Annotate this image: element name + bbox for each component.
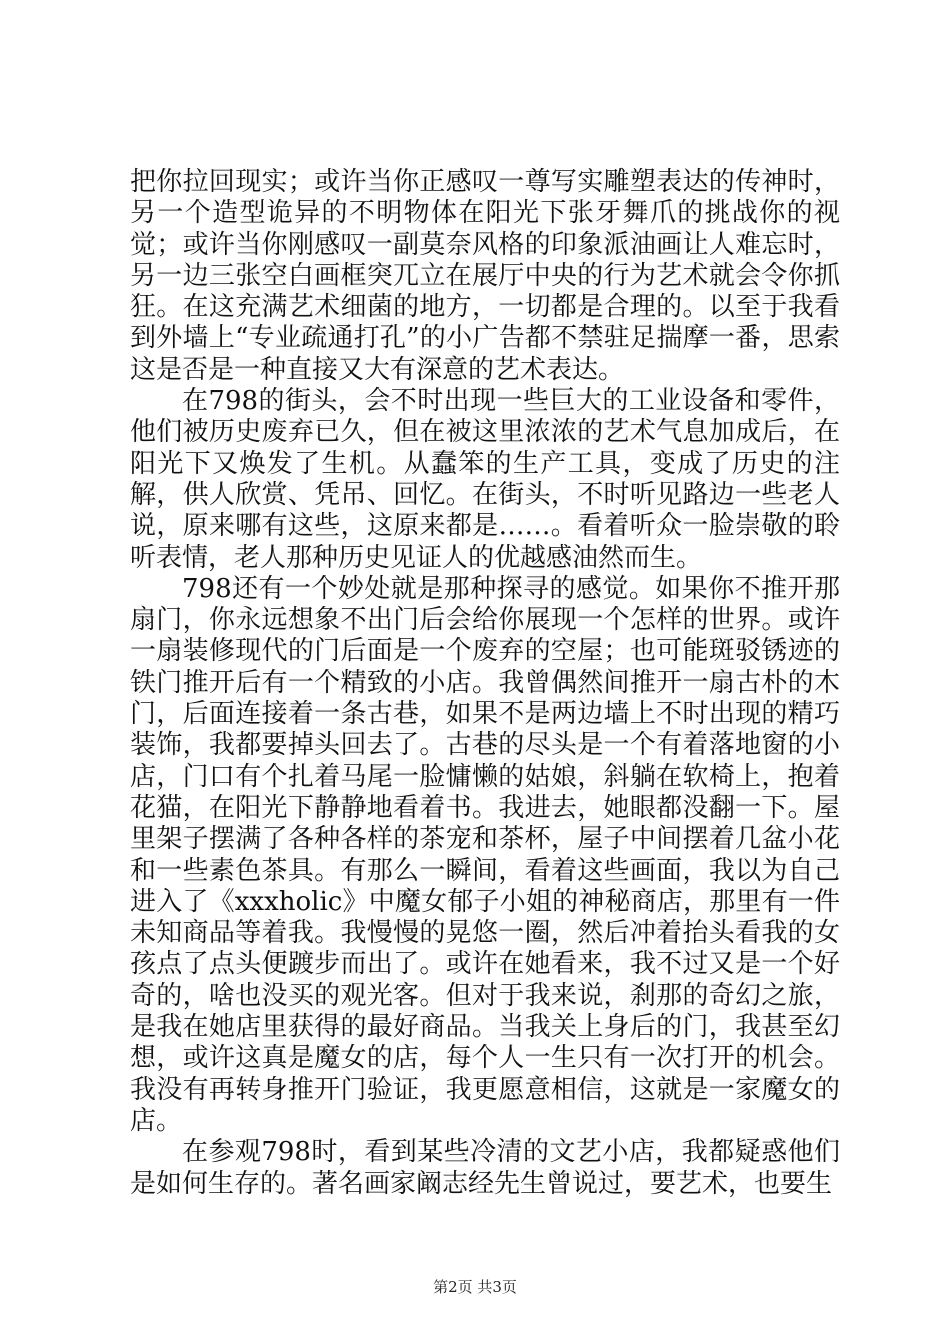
paragraph-3: 798还有一个妙处就是那种探寻的感觉。如果你不推开那扇门，你永远想象不出门后会给你展现一个怎样的世界。或许一扇装修现代的门后面是一个废弃的空屋；也可能斑驳锈迹的铁门推开后有一个精致的小店。我曾偶然间推开一扇古朴的木门，后面连接着一条古巷，如果不是两边墙上不时出现的精巧装饰，我都要掉头回去了。古巷的尽头是一个有着落地窗的小店，门口有个扎着马尾一脸慵懒的姑娘，斜躺在软椅上，抱着花猫，在阳光下静静地看着书。我进去，她眼都没翻一下。屋里架子摆满了各种各样的茶宠和茶杯，屋子中间摆着几盆小花和一些素色茶具。有那么一瞬间，看着这些画面，我以为自己进入了《xxxholic》中魔女郁子小姐的神秘商店，那里有一件未知商品等着我。我慢慢的晃悠一圈，然后冲着抬头看我的女孩点了点头便踱步而出了。或许在她看来，我不过又是一个好奇的，啥也没买的观光客。但对于我来说，刹那的奇幻之旅，是我在她店里获得的最好商品。当我关上身后的门，我甚至幻想，或许这真是魔女的店，每个人一生只有一次打开的机会。我没有再转身推开门验证，我更愿意相信，这就是一家魔女的店。 bbox=[130, 573, 840, 1136]
paragraph-2: 在798的街头，会不时出现一些巨大的工业设备和零件，他们被历史废弃已久，但在被这里浓浓的艺术气息加成后，在阳光下又焕发了生机。从蠢笨的生产工具，变成了历史的注解，供人欣赏、凭吊、回忆。在街头，不时听见路边一些老人说，原来哪有这些，这原来都是……。看着听众一脸崇敬的聆听表情，老人那种历史见证人的优越感油然而生。 bbox=[130, 386, 840, 573]
paragraph-1: 把你拉回现实；或许当你正感叹一尊写实雕塑表达的传神时，另一个造型诡异的不明物体在阳光下张牙舞爪的挑战你的视觉；或许当你刚感叹一副莫奈风格的印象派油画让人难忘时，另一边三张空白画框突兀立在展厅中央的行为艺术就会令你抓狂。在这充满艺术细菌的地方，一切都是合理的。以至于我看到外墙上“专业疏通打孔”的小广告都不禁驻足揣摩一番，思索这是否是一种直接又大有深意的艺术表达。 bbox=[130, 167, 840, 385]
document-body bbox=[130, 167, 840, 1200]
paragraph-4: 在参观798时，看到某些冷清的文艺小店，我都疑惑他们是如何生存的。著名画家阚志经先生曾说过，要艺术，也要生 bbox=[130, 1137, 840, 1199]
page-footer: 第2页 共3页 bbox=[433, 1278, 517, 1296]
